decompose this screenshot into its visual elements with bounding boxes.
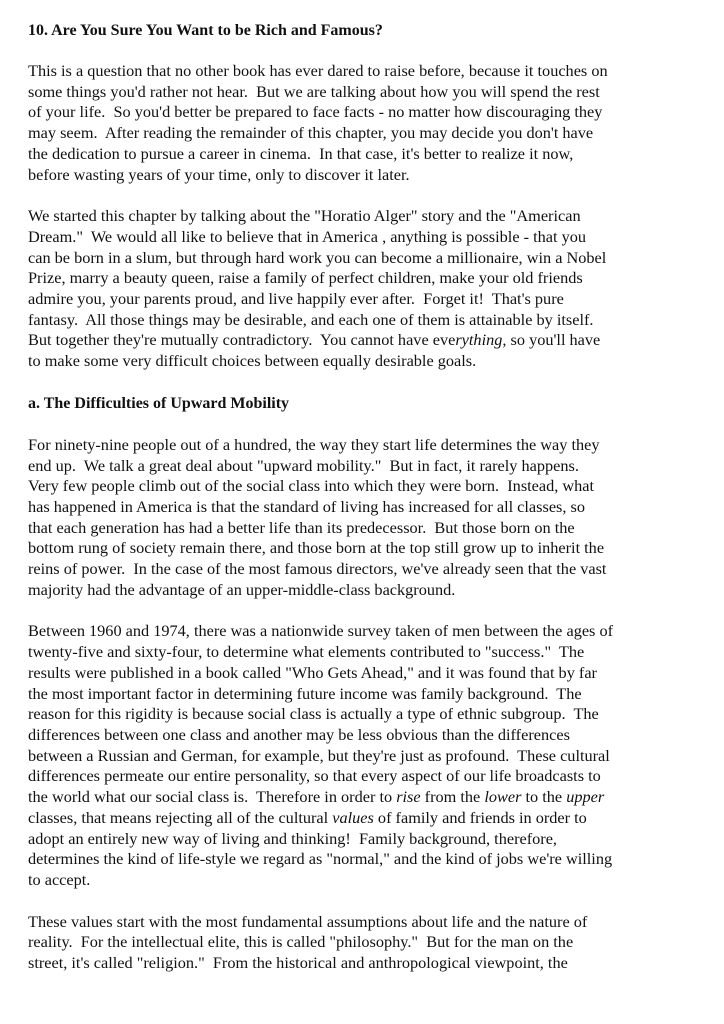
- text-line: differences permeate our entire personality, so that every aspect of our life broadcasts to: [28, 766, 601, 786]
- paragraph-4: [28, 621, 696, 890]
- text-line: reality. For the intellectual elite, this is called "philosophy." But for the man on the: [28, 932, 574, 952]
- text-line: We started this chapter by talking about the "Horatio Alger" story and the "American: [28, 206, 581, 226]
- text-line: fantasy. All those things may be desirable, and each one of them is attainable by itself.: [28, 309, 594, 329]
- text-line: between a Russian and German, for example, but they're just as profound. These cultural: [28, 745, 610, 765]
- text-line: the most important factor in determining future income was family background. The: [28, 683, 582, 703]
- paragraph-1: [28, 61, 696, 185]
- text-segment: to the: [521, 787, 567, 807]
- text-line: of your life. So you'd better be prepared to face facts - no matter how discouraging they: [28, 102, 603, 122]
- text-line: end up. We talk a great deal about "upward mobility." But in fact, it rarely happens.: [28, 455, 579, 475]
- text-line: reason for this rigidity is because social class is actually a type of ethnic subgroup. The: [28, 704, 599, 724]
- text-line: that each generation has had a better life than its predecessor. But those born on the: [28, 517, 575, 537]
- text-line: street, it's called "religion." From the historical and anthropological viewpoint, the: [28, 953, 568, 973]
- text-line: differences between one class and another may be less obvious than the differences: [28, 724, 570, 744]
- text-segment: of family and friends in order to: [373, 807, 587, 827]
- text-line: admire you, your parents proud, and live happily ever after. Forget it! That's pure: [28, 289, 564, 309]
- text-segment: so you'll have: [506, 330, 601, 350]
- emphasis-text: lower: [484, 787, 522, 807]
- text-line: This is a question that no other book has ever dared to raise before, because it touches on: [28, 61, 608, 80]
- emphasis-text: upper: [566, 787, 605, 807]
- emphasis-text: rise: [396, 787, 421, 807]
- text-line: before wasting years of your time, only to discover it later.: [28, 164, 410, 184]
- text-line: to accept.: [28, 869, 91, 889]
- text-line: [28, 787, 696, 808]
- section-title: 10. Are You Sure You Want to be Rich and Famous?: [28, 22, 383, 39]
- text-line: the dedication to pursue a career in cinema. In that case, it's better to realize it now,: [28, 143, 574, 163]
- paragraph-5: [28, 912, 696, 974]
- text-segment: from the: [420, 787, 485, 807]
- text-line: can be born in a slum, but through hard work you can become a millionaire, win a Nobel: [28, 247, 607, 267]
- text-line: some things you'd rather not hear. But we are talking about how you will spend the rest: [28, 81, 600, 101]
- emphasis-text: values: [332, 807, 374, 827]
- text-segment: But together they're mutually contradictory. You cannot have eve: [28, 330, 456, 350]
- paragraph-3: [28, 435, 696, 601]
- text-line: [28, 808, 696, 829]
- paragraph-2: [28, 206, 696, 372]
- text-line: reins of power. In the case of the most famous directors, we've already seen that the vast: [28, 559, 607, 579]
- text-segment: the world what our social class is. Therefore in order to: [28, 787, 397, 807]
- emphasis-text: rything,: [455, 330, 507, 350]
- text-line: to make some very difficult choices between equally desirable goals.: [28, 351, 477, 371]
- text-line: has happened in America is that the standard of living has increased for all classes, so: [28, 496, 586, 516]
- text-line: results were published in a book called "Who Gets Ahead," and it was found that by far: [28, 662, 597, 682]
- text-line: These values start with the most fundamental assumptions about life and the nature of: [28, 911, 588, 931]
- text-line: twenty-five and sixty-four, to determine what elements contributed to "success." The: [28, 642, 585, 662]
- text-line: may seem. After reading the remainder of this chapter, you may decide you don't have: [28, 123, 594, 143]
- text-segment: classes, that means rejecting all of the cultural: [28, 807, 333, 827]
- text-line: [28, 330, 696, 351]
- text-line: Prize, marry a beauty queen, raise a family of perfect children, make your old friends: [28, 268, 583, 288]
- text-line: adopt an entirely new way of living and thinking! Family background, therefore,: [28, 828, 557, 848]
- text-line: determines the kind of life-style we regard as "normal," and the kind of jobs we're willing: [28, 849, 613, 869]
- text-line: For ninety-nine people out of a hundred, the way they start life determines the way they: [28, 434, 600, 454]
- text-line: bottom rung of society remain there, and those born at the top still grow up to inherit the: [28, 538, 605, 558]
- text-line: Between 1960 and 1974, there was a nationwide survey taken of men between the ages of: [28, 621, 614, 641]
- subsection-title: a. The Difficulties of Upward Mobility: [28, 394, 290, 412]
- text-line: Very few people climb out of the social class into which they were born. Instead, what: [28, 476, 595, 496]
- document-page: [28, 20, 696, 1010]
- text-line: Dream." We would all like to believe that in America , anything is possible - that you: [28, 226, 587, 246]
- text-line: majority had the advantage of an upper-middle-class background.: [28, 579, 456, 599]
